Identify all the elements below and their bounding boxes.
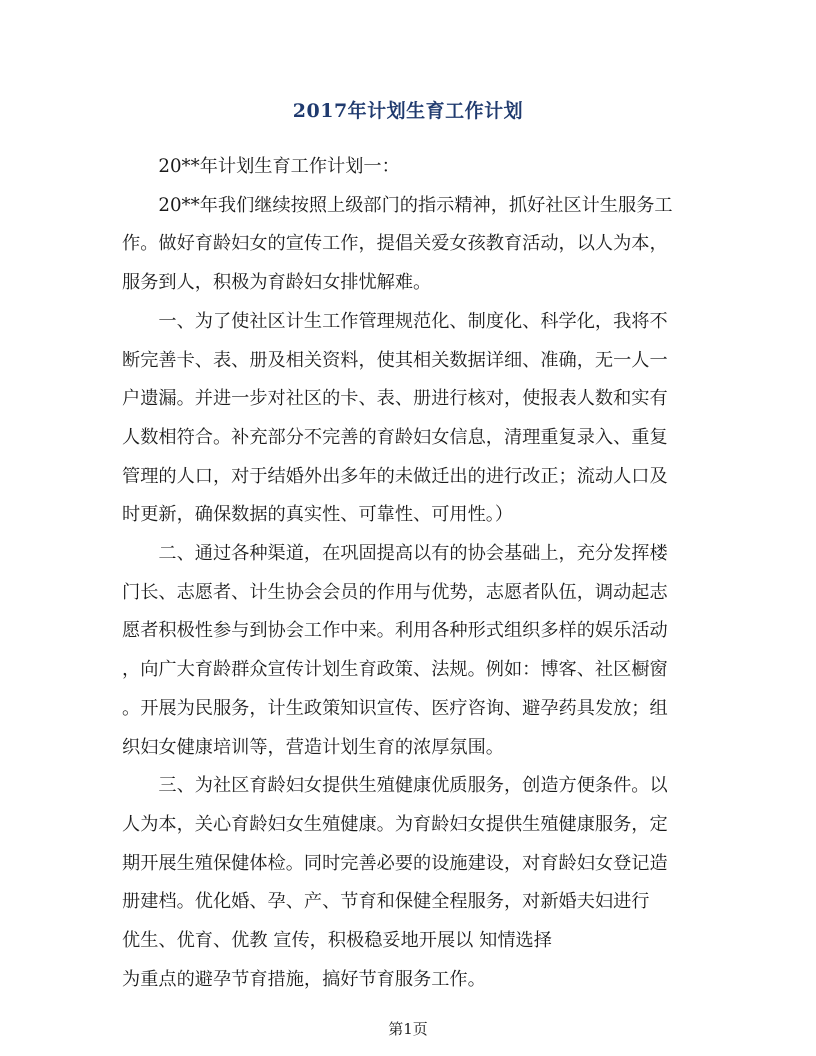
paragraph-intro <box>122 187 687 303</box>
text-line: 一、为了使社区计生工作管理规范化、制度化、科学化，我将不 <box>158 310 668 332</box>
text-line: 优生、优育、优教 宣传，积极稳妥地开展以 知情选择 <box>122 930 552 952</box>
text-line: ，向广大育龄群众宣传计划生育政策、法规。例如：博客、社区橱窗 <box>122 659 668 681</box>
text-line: 期开展生殖保健体检。同时完善必要的设施建设，对育龄妇女登记造 <box>122 852 668 874</box>
text-line: 20**年计划生育工作计划一： <box>158 156 400 177</box>
text-line: 织妇女健康培训等，营造计划生育的浓厚氛围。 <box>122 736 504 758</box>
paragraph-item-3 <box>122 767 687 999</box>
text-line: 作。做好育龄妇女的宣传工作，提倡关爱女孩教育活动，以人为本， <box>122 233 668 255</box>
text-line: 人为本，关心育龄妇女生殖健康。为育龄妇女提供生殖健康服务，定 <box>122 813 668 835</box>
text-line: 户遗漏。并进一步对社区的卡、表、册进行核对，使报表人数和实有 <box>122 388 668 410</box>
text-line: 20**年我们继续按照上级部门的指示精神，抓好社区计生服务工 <box>158 194 673 216</box>
document-body <box>122 148 687 999</box>
text-line: 。开展为民服务，计生政策知识宣传、医疗咨询、避孕药具发放；组 <box>122 697 668 719</box>
text-line: 人数相符合。补充部分不完善的育龄妇女信息，清理重复录入、重复 <box>122 426 668 448</box>
text-line: 服务到人，积极为育龄妇女排忧解难。 <box>122 272 432 294</box>
text-line: 愿者积极性参与到协会工作中来。利用各种形式组织多样的娱乐活动 <box>122 620 668 642</box>
text-line: 时更新，确保数据的真实性、可靠性、可用性。） <box>122 504 514 526</box>
text-line: 三、为社区育龄妇女提供生殖健康优质服务，创造方便条件。以 <box>158 775 668 797</box>
text-line: 为重点的避孕节育措施，搞好节育服务工作。 <box>122 968 486 990</box>
paragraph-item-2 <box>122 535 687 767</box>
paragraph-heading <box>122 148 687 187</box>
document-title: 2017年计划生育工作计划 <box>292 100 524 122</box>
paragraph-item-1 <box>122 303 687 535</box>
text-line: 断完善卡、表、册及相关资料，使其相关数据详细、准确，无一人一 <box>122 349 668 371</box>
page-number: 第1页 <box>388 1020 428 1038</box>
text-line: 管理的人口，对于结婚外出多年的未做迁出的进行改正；流动人口及 <box>122 465 668 487</box>
text-line: 门长、志愿者、计生协会会员的作用与优势，志愿者队伍，调动起志 <box>122 581 668 603</box>
text-line: 二、通过各种渠道，在巩固提高以有的协会基础上，充分发挥楼 <box>158 543 668 565</box>
text-line: 册建档。优化婚、孕、产、节育和保健全程服务，对新婚夫妇进行 <box>122 891 650 913</box>
